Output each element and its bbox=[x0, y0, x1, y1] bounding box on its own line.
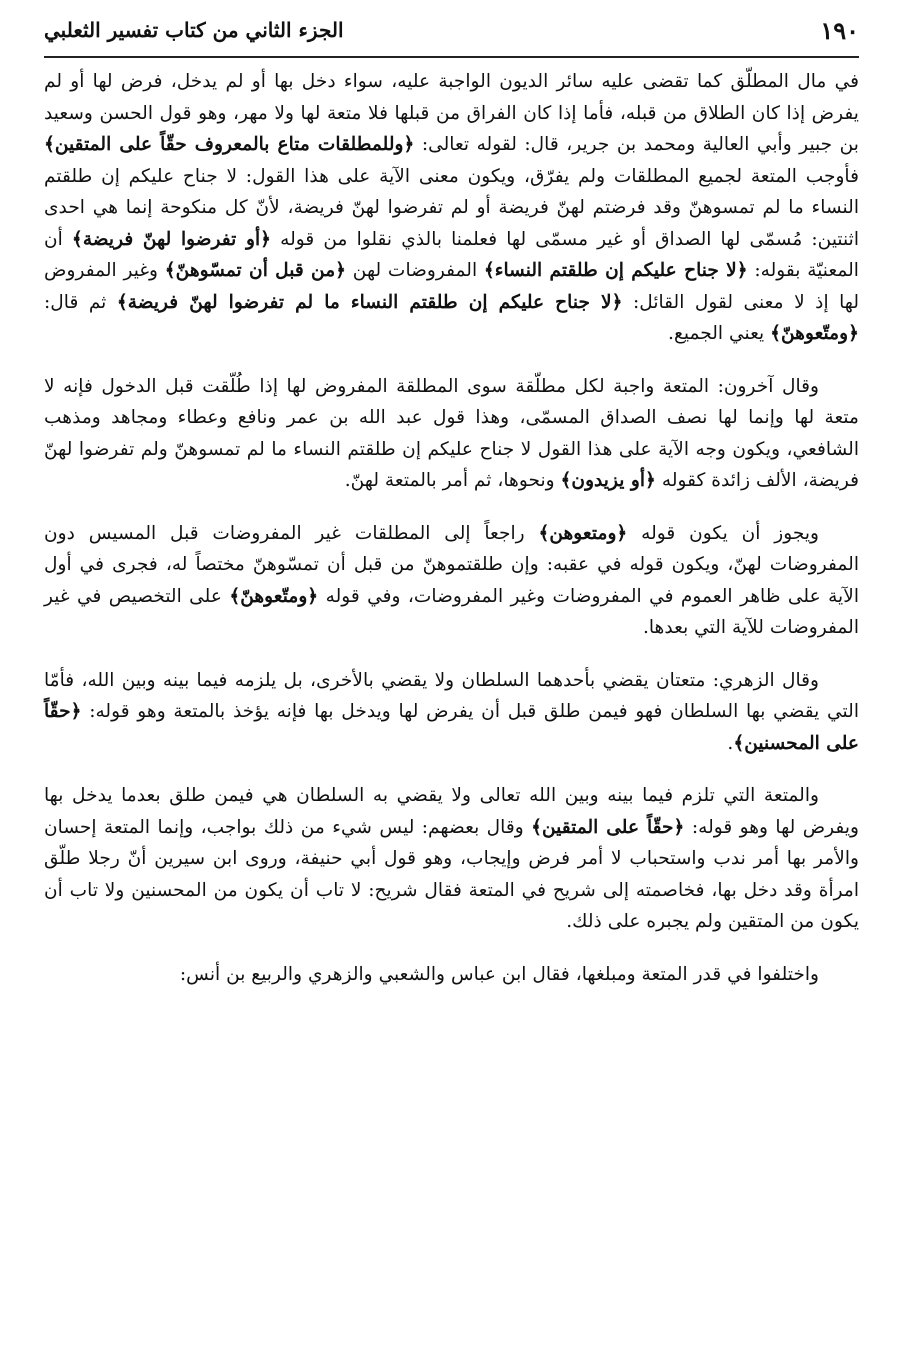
text-run: ثم قال: bbox=[44, 291, 117, 313]
quranic-quote: ﴿لا جناح عليكم إن طلقتم النساء ما لم تفرضوا لهنّ فريضة﴾ bbox=[116, 291, 623, 313]
page-header bbox=[44, 10, 859, 50]
text-run: راجعاً إلى المطلقات غير المفروضات قبل المسيس دون المفروضات لهنّ، ويكون قوله في عقبه: وإن طلقتموهنّ من قبل أن تمسّوهنّ مختصاً له، فجرى في أول الآية على ظاهر العموم في المفروضات وغير المفروضات، وفي قوله bbox=[44, 522, 859, 607]
text-run: . bbox=[727, 732, 734, 754]
quranic-quote: ﴿من قبل أن تمسّوهنّ﴾ bbox=[164, 260, 347, 281]
text-run: وقال الزهري: متعتان يقضي بأحدهما السلطان ولا يقضي بالأخرى، بل يلزمه فيما بينه وبين الله، فأمّا التي يقضي بها السلطان فهو فيمن طلق قبل أن يفرض لها ويدخل بها فإنه يؤخذ بالمتعة وهو قوله: bbox=[44, 669, 859, 722]
page-number: ١٩٠ bbox=[820, 15, 859, 45]
text-run: ويجوز أن يكون قوله bbox=[627, 522, 819, 544]
quranic-quote: ﴿لا جناح عليكم إن طلقتم النساء﴾ bbox=[483, 260, 748, 281]
quranic-quote: ﴿ومتّعوهنّ﴾ bbox=[770, 323, 859, 344]
quranic-quote: ﴿وللمطلقات متاع بالمعروف حقّاً على المتقين﴾ bbox=[44, 134, 415, 155]
text-run: وغير المفروض لها إذ لا معنى لقول القائل: bbox=[44, 260, 859, 313]
text-run: ونحوها، ثم أمر بالمتعة لهنّ. bbox=[344, 470, 561, 491]
text-run: واختلفوا في قدر المتعة ومبلغها، فقال ابن عباس والشعبي والزهري والربيع بن أنس: bbox=[179, 963, 819, 985]
quranic-quote: ﴿حقّاً على المحسنين﴾ bbox=[44, 701, 859, 754]
quranic-quote: ﴿حقّاً على المتقين﴾ bbox=[531, 816, 685, 838]
text-run: في مال المطلّق كما تقضى عليه سائر الديون الواجبة عليه، سواء دخل بها أو لم يدخل، فرض لها أو لم يفرض إذا كان الطلاق من قبله، فأما إذا كان الفراق من قبلها فلا متعة لها ولا مهر، وهو قول الحسن وسعيد بن جبير وأبي العالية ومحمد بن جرير، قال: لقوله تعالى: bbox=[44, 71, 859, 155]
paragraph bbox=[44, 959, 859, 991]
running-title: الجزء الثاني من كتاب تفسير الثعلبي bbox=[44, 18, 344, 42]
quranic-quote: ﴿ومتّعوهنّ﴾ bbox=[229, 585, 319, 607]
text-run: يعني الجميع. bbox=[668, 323, 771, 344]
quranic-quote: ﴿أو تفرضوا لهنّ فريضة﴾ bbox=[71, 228, 272, 250]
text-run: وقال بعضهم: ليس شيء من ذلك بواجب، وإنما المتعة إحسان والأمر بها أمر ندب واستحباب لا أمر فرض وإيجاب، وهو قول أبي حنيفة، وروى ابن سيرين أنّ رجلا طلّق امرأة وقد دخل بها، فخاصمته إلى شريح في المتعة فقال شريح: لا تاب أن يكون من المحسنين ولا تاب أن يكون من المتقين ولم يجبره على ذلك. bbox=[44, 816, 859, 932]
body-text bbox=[44, 66, 859, 1011]
paragraph bbox=[44, 518, 859, 644]
text-run: المفروضات لهن bbox=[346, 260, 484, 281]
header-divider bbox=[44, 56, 859, 58]
paragraph bbox=[44, 665, 859, 760]
text-run: وقال آخرون: المتعة واجبة لكل مطلّقة سوى المطلقة المفروض لها إذا طُلّقت قبل الدخول فإنه لا متعة لها وإنما لها نصف الصداق المسمّى، وهذا قول عبد الله بن عمر ونافع وعطاء ومجاهد ومذهب الشافعي، ويكون وجه الآية على هذا القول لا جناح عليكم إن طلقتم النساء ما لم تمسوهنّ ولم تفرضوا لهنّ فريضة، الألف زائدة كقوله bbox=[44, 375, 859, 491]
text-run: فأوجب المتعة لجميع المطلقات ولم يفرّق، ويكون معنى الآية على هذا القول: لا جناح عليكم إن طلقتم النساء ما لم تمسوهنّ وقد فرضتم لهنّ فريضة أو لم تفرضوا لهنّ فريضة، لأنّ كل منكوحة إنما هي احدى اثنتين: مُسمّى لها الصداق أو غير مسمّى لها فعلمنا بالذي نقلوا من قوله bbox=[44, 165, 859, 250]
text-run: أن المعنيّة بقوله: bbox=[44, 228, 859, 281]
paragraph bbox=[44, 371, 859, 497]
paragraph bbox=[44, 780, 859, 938]
quranic-quote: ﴿ومتعوهن﴾ bbox=[538, 522, 628, 544]
text-run: على التخصيص في غير المفروضات للآية التي بعدها. bbox=[44, 585, 859, 638]
quranic-quote: ﴿أو يزيدون﴾ bbox=[560, 470, 656, 491]
paragraph bbox=[44, 66, 859, 350]
text-run: والمتعة التي تلزم فيما بينه وبين الله تعالى ولا يقضي به السلطان هي فيمن طلق بعدما يدخل بها ويفرض لها وهو قوله: bbox=[44, 785, 859, 838]
